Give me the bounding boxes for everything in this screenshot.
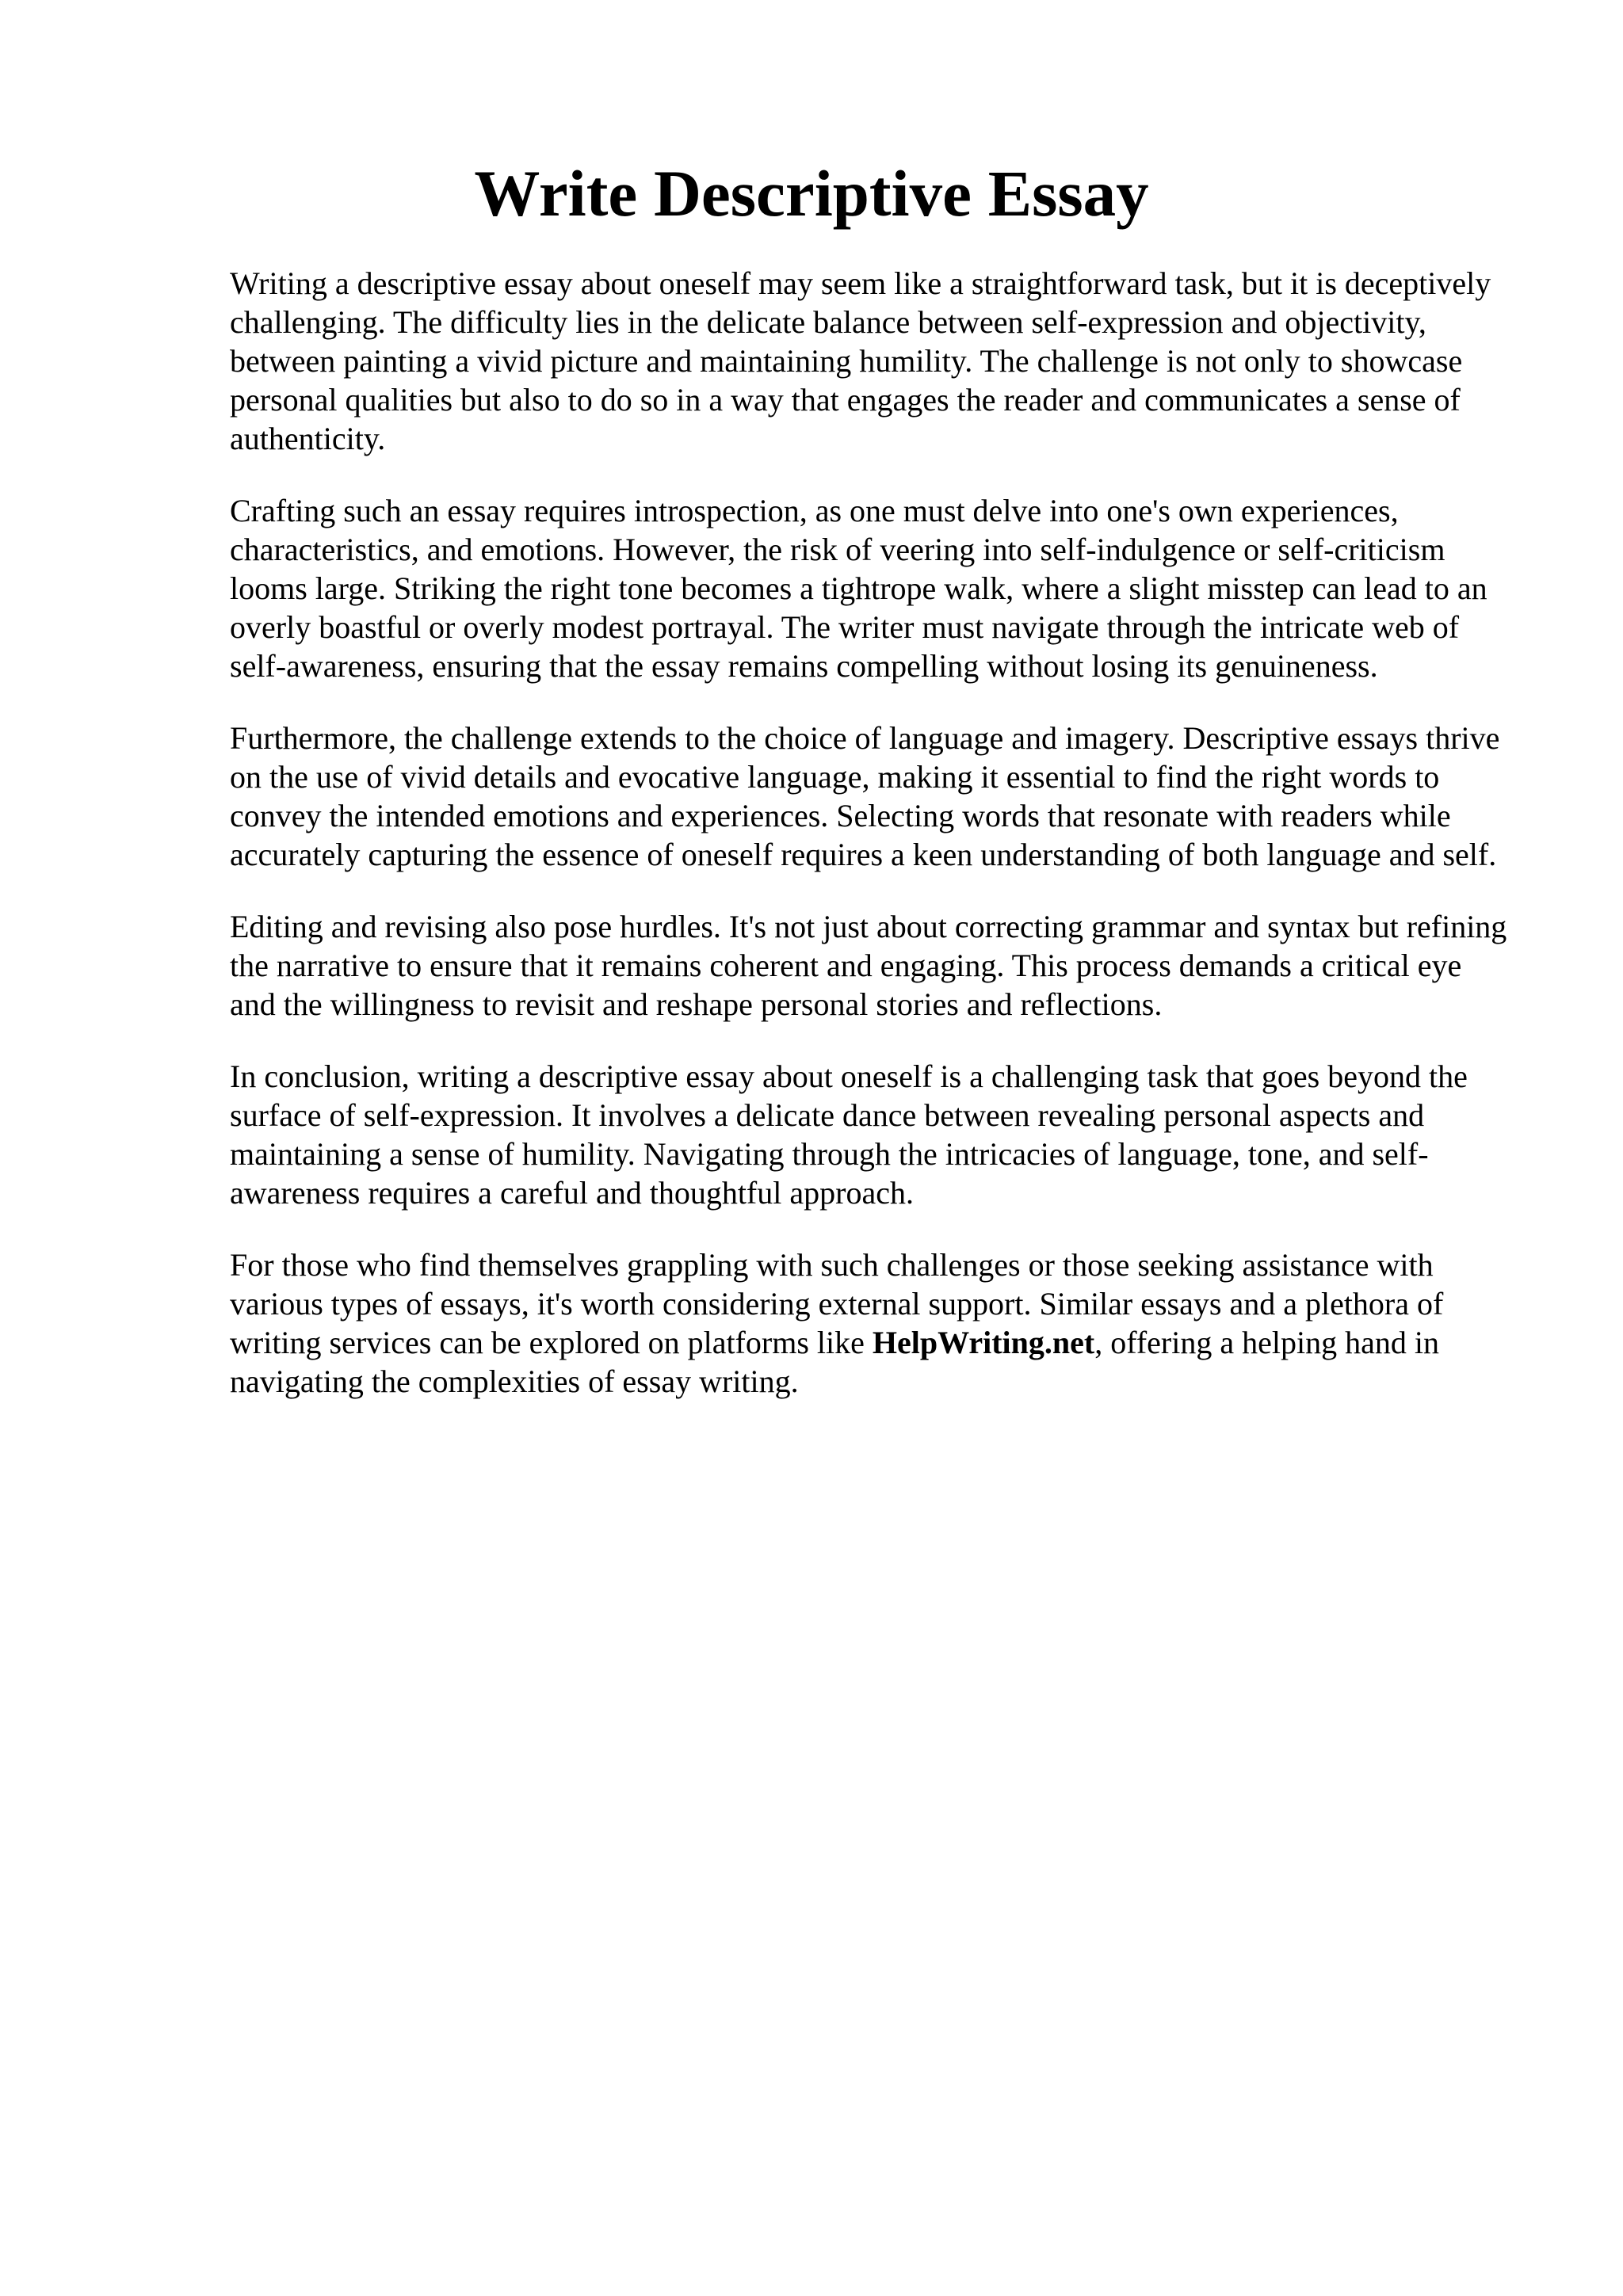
paragraph-1: Writing a descriptive essay about oneself may seem like a straightforward task, but it is deceptively challenging. The difficulty lies in the delicate balance between self-expression and objectivity, between painting a vivid picture and maintaining humility. The challenge is not only to showcase personal qualities but also to do so in a way that engages the reader and communicates a sense of authenticity. bbox=[230, 265, 1491, 456]
paragraph-5: In conclusion, writing a descriptive essay about oneself is a challenging task that goes beyond the surface of self-expression. It involves a delicate dance between revealing personal aspects and maintaining a sense of humility. Navigating through the intricacies of language, tone, and self-awareness requires a careful and thoughtful approach. bbox=[230, 1058, 1468, 1211]
paragraph-6-text-after: , offering a helping hand in navigating the complexities of essay writing. bbox=[230, 1325, 1439, 1399]
paragraph-6 bbox=[230, 1245, 1514, 1401]
page-title: Write Descriptive Essay bbox=[474, 157, 1149, 230]
paragraph-3: Furthermore, the challenge extends to the choice of language and imagery. Descriptive essays thrive on the use of vivid details and evocative language, making it essential to find the right words to convey the intended emotions and experiences. Selecting words that resonate with readers while accurately capturing the essence of oneself requires a keen understanding of both language and self. bbox=[230, 720, 1500, 872]
paragraph-6-text-before: For those who find themselves grappling with such challenges or those seeking assistance with various types of essays, it's worth considering external support. Similar essays and a plethora of writing services can be explored on platforms like bbox=[230, 1247, 1444, 1360]
paragraph-2: Crafting such an essay requires introspection, as one must delve into one's own experiences, characteristics, and emotions. However, the risk of veering into self-indulgence or self-criticism looms large. Striking the right tone becomes a tightrope walk, where a slight misstep can lead to an overly boastful or overly modest portrayal. The writer must navigate through the intricate web of self-awareness, ensuring that the essay remains compelling without losing its genuineness. bbox=[230, 493, 1487, 684]
essay-body bbox=[230, 264, 1514, 1434]
paragraph-4: Editing and revising also pose hurdles. It's not just about correcting grammar and syntax but refining the narrative to ensure that it remains coherent and engaging. This process demands a critical eye and the willingness to revisit and reshape personal stories and reflections. bbox=[230, 909, 1507, 1022]
helpwriting-link[interactable]: HelpWriting.net bbox=[872, 1325, 1095, 1360]
